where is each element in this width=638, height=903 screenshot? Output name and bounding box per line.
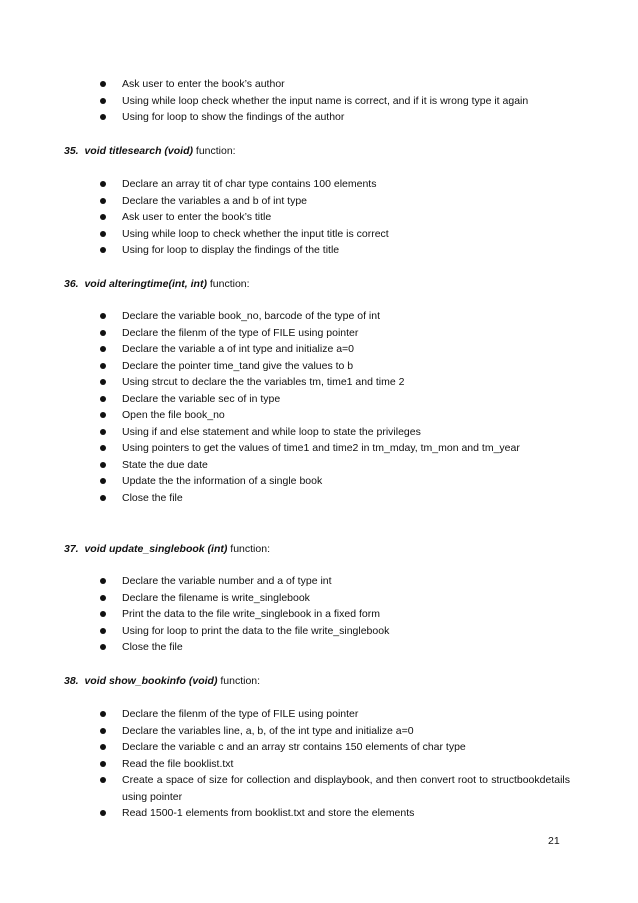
bullet-icon — [100, 744, 106, 750]
author-search-steps — [100, 76, 570, 126]
bullet-icon — [100, 810, 106, 816]
bullet-icon — [100, 478, 106, 484]
list-item: Declare an array tit of char type contains 100 elements — [100, 176, 570, 193]
list-item: Using for loop to show the findings of the author — [100, 109, 570, 126]
list-item: Print the data to the file write_singlebook in a fixed form — [100, 606, 570, 623]
bullet-icon — [100, 346, 106, 352]
bullet-icon — [100, 611, 106, 617]
bullet-icon — [100, 114, 106, 120]
bullet-icon — [100, 462, 106, 468]
list-item: Declare the pointer time_tand give the values to b — [100, 358, 570, 375]
list-item: Using strcut to declare the the variables tm, time1 and time 2 — [100, 374, 570, 391]
bullet-icon — [100, 396, 106, 402]
list-item: Read 1500-1 elements from booklist.txt and store the elements — [100, 805, 570, 822]
list-item: Declare the variable a of int type and initialize a=0 — [100, 341, 570, 358]
bullet-icon — [100, 198, 106, 204]
list-item: Create a space of size for collection and displaybook, and then convert root to structbookdetails using pointer — [100, 772, 570, 805]
list-item: Declare the variables a and b of int type — [100, 193, 570, 210]
list-item: Using while loop to check whether the input title is correct — [100, 226, 570, 243]
bullet-icon — [100, 761, 106, 767]
list-item: Declare the variable book_no, barcode of the type of int — [100, 308, 570, 325]
bullet-icon — [100, 495, 106, 501]
bullet-icon — [100, 445, 106, 451]
bullet-icon — [100, 711, 106, 717]
list-item: Close the file — [100, 490, 570, 507]
list-item: Using for loop to display the findings of the title — [100, 242, 570, 259]
list-item: Using if and else statement and while loop to state the privileges — [100, 424, 570, 441]
bullet-icon — [100, 81, 106, 87]
update-singlebook-steps — [100, 573, 570, 656]
alteringtime-steps — [100, 308, 570, 506]
bullet-icon — [100, 313, 106, 319]
titlesearch-steps — [100, 176, 570, 259]
list-item: Using for loop to print the data to the file write_singlebook — [100, 623, 570, 640]
section-heading-35: 35. void titlesearch (void) function: — [64, 145, 236, 157]
bullet-icon — [100, 777, 106, 783]
section-heading-36: 36. void alteringtime(int, int) function: — [64, 278, 250, 290]
list-item: Ask user to enter the book’s title — [100, 209, 570, 226]
list-item: Declare the variable sec of in type — [100, 391, 570, 408]
list-item: Update the the information of a single book — [100, 473, 570, 490]
list-item: Close the file — [100, 639, 570, 656]
bullet-icon — [100, 214, 106, 220]
list-item: Declare the filename is write_singlebook — [100, 590, 570, 607]
bullet-icon — [100, 412, 106, 418]
section-heading-38: 38. void show_bookinfo (void) function: — [64, 675, 261, 687]
list-item: Declare the variable number and a of type int — [100, 573, 570, 590]
list-item: Declare the filenm of the type of FILE using pointer — [100, 325, 570, 342]
bullet-icon — [100, 98, 106, 104]
bullet-icon — [100, 429, 106, 435]
bullet-icon — [100, 363, 106, 369]
page-number: 21 — [548, 835, 560, 847]
bullet-icon — [100, 644, 106, 650]
list-item: Declare the filenm of the type of FILE using pointer — [100, 706, 570, 723]
list-item: State the due date — [100, 457, 570, 474]
section-heading-37: 37. void update_singlebook (int) function: — [64, 543, 270, 555]
list-item: Declare the variable c and an array str contains 150 elements of char type — [100, 739, 570, 756]
bullet-icon — [100, 231, 106, 237]
bullet-icon — [100, 181, 106, 187]
bullet-icon — [100, 595, 106, 601]
list-item: Using while loop check whether the input name is correct, and if it is wrong type it again — [100, 93, 570, 110]
list-item: Ask user to enter the book’s author — [100, 76, 570, 93]
bullet-icon — [100, 728, 106, 734]
list-item: Read the file booklist.txt — [100, 756, 570, 773]
bullet-icon — [100, 628, 106, 634]
show-bookinfo-steps — [100, 706, 570, 822]
list-item: Declare the variables line, a, b, of the int type and initialize a=0 — [100, 723, 570, 740]
bullet-icon — [100, 247, 106, 253]
bullet-icon — [100, 379, 106, 385]
list-item: Open the file book_no — [100, 407, 570, 424]
bullet-icon — [100, 578, 106, 584]
bullet-icon — [100, 330, 106, 336]
list-item: Using pointers to get the values of time1 and time2 in tm_mday, tm_mon and tm_year — [100, 440, 570, 457]
